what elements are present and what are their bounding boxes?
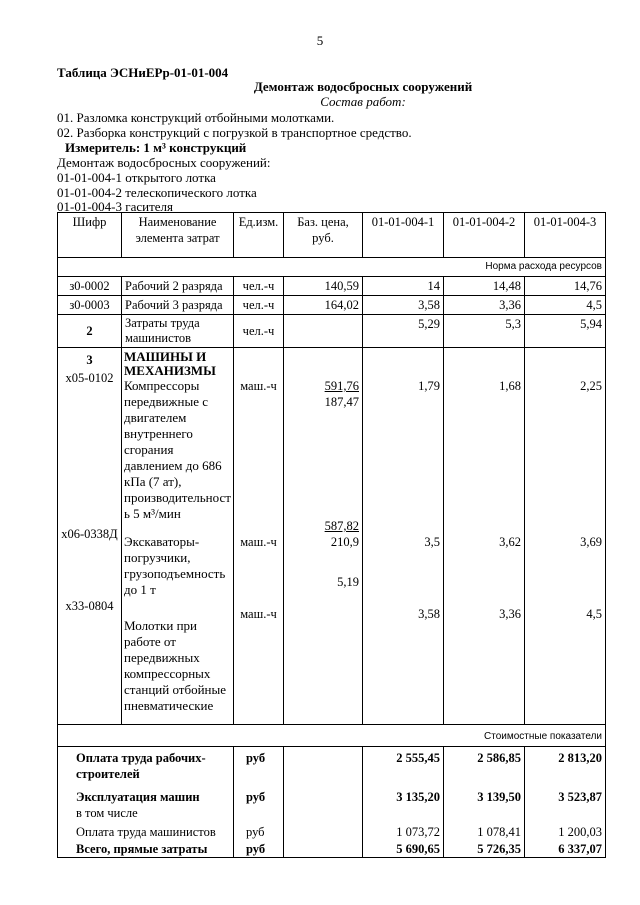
row-name: Компрессоры передвижные с двигателем внутреннего сгорания давлением до 686 кПа (7 ат), производительност ь 5 м³/мин [124, 378, 231, 521]
row-code: х05-0102 [65, 371, 114, 385]
page-number: 5 [316, 33, 324, 48]
cost-unit: руб [246, 842, 266, 856]
row-value-2: 3,36 [499, 607, 521, 621]
row-code: 3 [86, 353, 93, 367]
row-value-2: 3,62 [499, 535, 521, 549]
cost-value-3: 2 813,20 [558, 751, 602, 765]
row-code: з0-0002 [58, 277, 122, 296]
work-item: 02. Разборка конструкций с погрузкой в транспортное средство. [57, 125, 412, 140]
cost-name: Оплата труда рабочих-строителей [76, 751, 206, 781]
row-value-1: 5,29 [363, 315, 444, 348]
row-name: Рабочий 2 разряда [122, 277, 234, 296]
header-unit: Ед.изм. [234, 213, 284, 258]
header-code: Шифр [58, 213, 122, 258]
row-value-3: 2,25 [580, 379, 602, 393]
table-name: Таблица ЭСНиЕРр-01-01-004 [57, 65, 229, 80]
cost-value-1: 5 690,65 [396, 842, 440, 856]
row-value-3: 3,69 [580, 535, 602, 549]
variant-item: 01-01-004-3 гасителя [57, 199, 173, 214]
row-value-2: 1,68 [499, 379, 521, 393]
cost-value-1: 1 073,72 [396, 825, 440, 839]
row-unit: чел.-ч [234, 277, 284, 296]
row-value-1: 1,79 [418, 379, 440, 393]
row-price: 587,82 [324, 519, 359, 533]
cost-subtitle: в том числе [76, 806, 138, 820]
row-price-secondary: 187,47 [324, 395, 359, 409]
header-variant-1: 01-01-004-1 [363, 213, 444, 258]
cost-value-3: 1 200,03 [558, 825, 602, 839]
row-unit: чел.-ч [234, 296, 284, 315]
row-value-3: 4,5 [525, 296, 606, 315]
row-name: Затраты труда машинистов [122, 315, 234, 348]
row-value-3: 4,5 [586, 607, 602, 621]
row-code: з0-0003 [58, 296, 122, 315]
section-norms-label: Норма расхода ресурсов [58, 258, 606, 277]
cost-value-2: 2 586,85 [477, 751, 521, 765]
cost-value-3: 6 337,07 [558, 842, 602, 856]
row-name: Экскаваторы-погрузчики, грузоподъемность до 1 т [124, 534, 226, 597]
cost-unit: руб [246, 751, 266, 765]
row-unit: маш.-ч [240, 607, 277, 621]
table-row [58, 296, 606, 315]
row-value-3: 14,76 [525, 277, 606, 296]
table-header-row [58, 213, 606, 258]
resource-table [57, 212, 606, 858]
row-value-3: 5,94 [525, 315, 606, 348]
cost-value-2: 1 078,41 [477, 825, 521, 839]
row-value-1: 14 [363, 277, 444, 296]
row-name: Рабочий 3 разряда [122, 296, 234, 315]
row-value-1: 3,58 [418, 607, 440, 621]
cost-value-1: 2 555,45 [396, 751, 440, 765]
cost-value-2: 5 726,35 [477, 842, 521, 856]
document-title: Демонтаж водосбросных сооружений [253, 79, 473, 94]
row-name: Молотки при работе от передвижных компрессорных станций отбойные пневматические [124, 618, 227, 713]
cost-value-1: 3 135,20 [396, 790, 440, 804]
row-price: 591,76 [324, 379, 359, 393]
row-price: 164,02 [284, 296, 363, 315]
cost-name: Эксплуатация машин [76, 790, 200, 804]
cost-row [58, 747, 606, 858]
header-price: Баз. цена, руб. [284, 213, 363, 258]
section-row [58, 258, 606, 277]
row-value-1: 3,58 [363, 296, 444, 315]
table-row-machines [58, 348, 606, 725]
row-price: 5,19 [337, 575, 359, 589]
row-code: 2 [58, 315, 122, 348]
section-row [58, 725, 606, 747]
variant-item: 01-01-004-1 открытого лотка [57, 170, 216, 185]
cost-unit: руб [246, 825, 265, 839]
cost-unit: руб [246, 790, 266, 804]
row-price: 140,59 [284, 277, 363, 296]
cost-value-3: 3 523,87 [558, 790, 602, 804]
table-row [58, 315, 606, 348]
row-value-2: 14,48 [444, 277, 525, 296]
document-subtitle: Состав работ: [320, 94, 406, 109]
measure-unit: Измеритель: 1 м³ конструкций [65, 140, 247, 155]
cost-name: Всего, прямые затраты [76, 842, 208, 856]
cost-name: Оплата труда машинистов [76, 825, 216, 839]
variant-item: 01-01-004-2 телескопического лотка [57, 185, 257, 200]
row-unit: чел.-ч [234, 315, 284, 348]
header-variant-3: 01-01-004-3 [525, 213, 606, 258]
cost-value-2: 3 139,50 [477, 790, 521, 804]
row-price-secondary: 210,9 [330, 535, 359, 549]
row-code: х06-0338Д [61, 527, 118, 541]
header-name: Наименование элемента затрат [122, 213, 234, 258]
row-price [284, 315, 363, 348]
row-value-2: 5,3 [444, 315, 525, 348]
group-title: Демонтаж водосбросных сооружений: [57, 155, 271, 170]
row-value-1: 3,5 [424, 535, 440, 549]
row-code: х33-0804 [65, 599, 114, 613]
row-unit: маш.-ч [240, 379, 277, 393]
row-value-2: 3,36 [444, 296, 525, 315]
work-item: 01. Разломка конструкций отбойными молотками. [57, 110, 335, 125]
row-unit: маш.-ч [240, 535, 277, 549]
section-costs-label: Стоимостные показатели [58, 725, 606, 747]
header-variant-2: 01-01-004-2 [444, 213, 525, 258]
section-machines-title: МАШИНЫ И МЕХАНИЗМЫ [124, 349, 216, 378]
table-row [58, 277, 606, 296]
